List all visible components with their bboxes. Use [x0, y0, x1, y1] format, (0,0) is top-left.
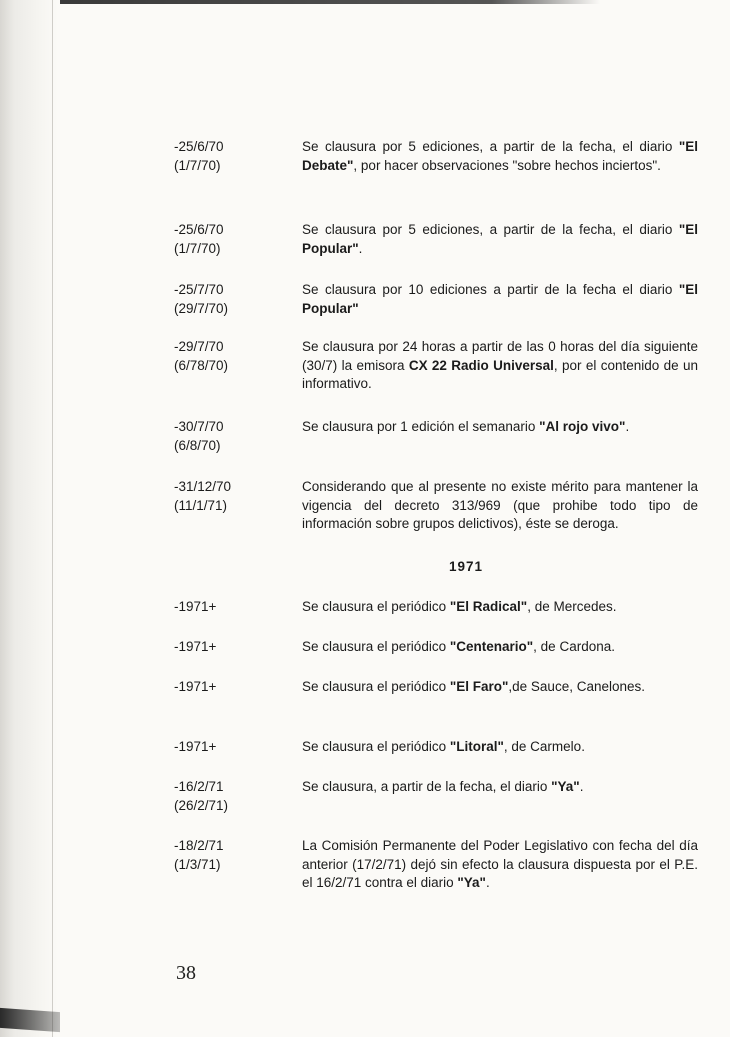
publication-name: CX 22 Radio Universal: [408, 357, 554, 373]
date-primary: -31/12/70: [174, 479, 232, 494]
date-secondary: (6/78/70): [174, 357, 229, 373]
entry-text: Se clausura por 1 edición el semanario "Al rojo vivo".: [302, 419, 630, 434]
date-secondary: (1/7/70): [174, 240, 221, 256]
publication-name: "El Popular": [302, 282, 698, 316]
date-primary: -25/6/70: [174, 222, 224, 237]
date-secondary: (11/1/71): [174, 497, 228, 513]
entry-date: [174, 778, 294, 815]
entry-date: [174, 221, 294, 258]
entry-date: [174, 738, 294, 757]
binding-edge: [52, 0, 53, 1037]
date-secondary: (1/3/71): [174, 856, 221, 872]
entry-text: Se clausura el periódico "Centenario", de Cardona.: [302, 639, 615, 654]
entry-date: [174, 338, 294, 375]
scan-smudge: [0, 1008, 60, 1032]
date-secondary: (26/2/71): [174, 797, 229, 813]
publication-name: "Ya": [551, 779, 580, 794]
date-primary: -16/2/71: [174, 779, 224, 794]
entry-text: Se clausura por 10 ediciones a partir de la fecha el diario "El Popular": [302, 282, 698, 316]
date-primary: -1971+: [174, 639, 217, 654]
publication-name: "Ya": [457, 875, 486, 890]
binding-shadow: [0, 0, 58, 1037]
entry-text: La Comisión Permanente del Poder Legislativo con fecha del día anterior (17/2/71) dejó sin efecto la clausura dispuesta por el P.E. el 16/2/71 contra el diario "Ya".: [302, 838, 698, 890]
date-primary: -1971+: [174, 679, 217, 694]
entry-date: [174, 837, 294, 874]
publication-name: "Centenario": [449, 639, 534, 654]
date-secondary: (29/7/70): [174, 300, 229, 316]
date-primary: -18/2/71: [174, 838, 224, 853]
publication-name: "El Popular": [302, 222, 698, 256]
entry-text: Se clausura el periódico "El Radical", de Mercedes.: [302, 599, 617, 614]
publication-name: "Litoral": [449, 739, 504, 754]
entry-text: Se clausura por 24 horas a partir de las 0 horas del día siguiente (30/7) la emisora CX 22 Radio Universal, por el contenido de un informativo.: [302, 339, 698, 391]
entry-date: [174, 638, 294, 657]
date-secondary: (1/7/70): [174, 157, 221, 173]
publication-name: "Al rojo vivo": [539, 419, 626, 434]
entry-text: Se clausura el periódico "Litoral", de Carmelo.: [302, 739, 585, 754]
entry-date: [174, 598, 294, 617]
date-primary: -30/7/70: [174, 419, 224, 434]
entry-date: [174, 418, 294, 455]
date-primary: -1971+: [174, 739, 217, 754]
entry-text: Se clausura por 5 ediciones, a partir de la fecha, el diario "El Popular".: [302, 222, 698, 256]
date-secondary: (6/8/70): [174, 437, 221, 453]
year-heading: 1971: [448, 559, 484, 574]
top-rule: [60, 0, 600, 4]
entry-text: Se clausura, a partir de la fecha, el diario "Ya".: [302, 779, 584, 794]
publication-name: "El Faro": [449, 679, 509, 694]
date-primary: -25/6/70: [174, 139, 224, 154]
publication-name: "El Debate": [302, 139, 698, 173]
entry-text: Se clausura por 5 ediciones, a partir de la fecha, el diario "El Debate", por hacer observaciones "sobre hechos inciertos".: [302, 139, 698, 173]
entry-text: Se clausura el periódico "El Faro",de Sauce, Canelones.: [302, 679, 646, 694]
date-primary: -1971+: [174, 599, 217, 614]
entry-date: [174, 478, 294, 515]
entry-date: [174, 281, 294, 318]
date-primary: -25/7/70: [174, 282, 224, 297]
entry-date: [174, 678, 294, 697]
entry-text: Considerando que al presente no existe mérito para mantener la vigencia del decreto 313/969 (que prohibe todo tipo de información sobre grupos delictivos), éste se deroga.: [302, 479, 698, 531]
entry-date: [174, 138, 294, 175]
publication-name: "El Radical": [449, 599, 528, 614]
page-number: 38: [176, 962, 196, 984]
date-primary: -29/7/70: [174, 339, 224, 354]
